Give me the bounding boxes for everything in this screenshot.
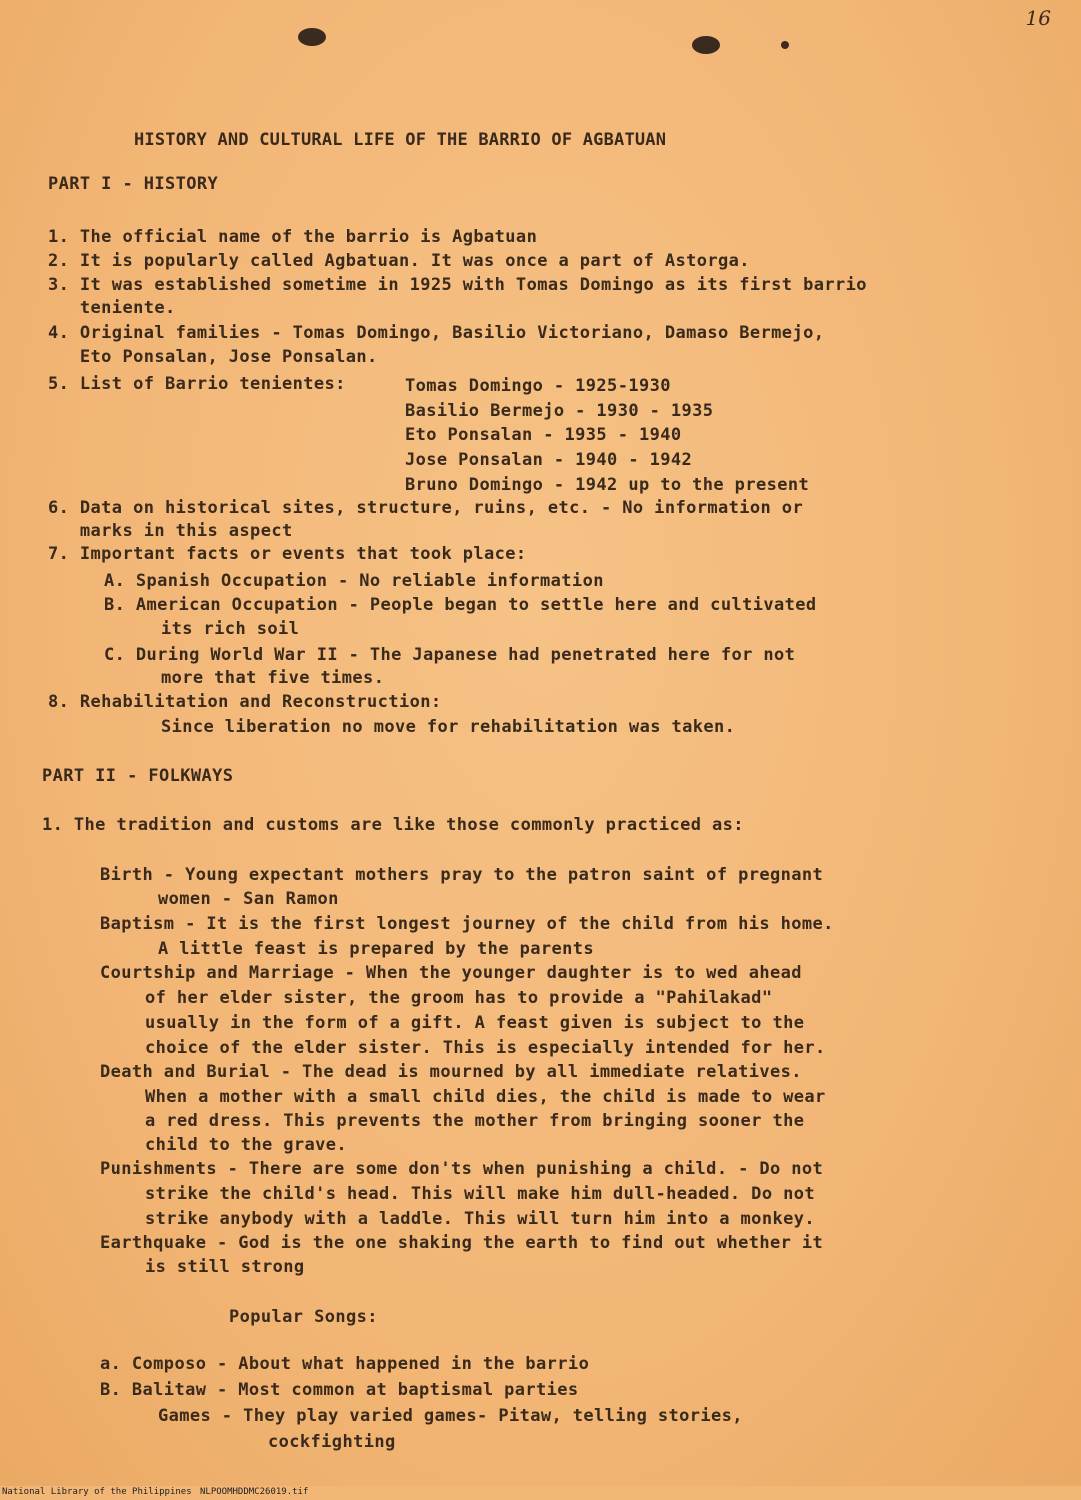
- folkways-line: usually in the form of a gift. A feast given is subject to the: [145, 1013, 805, 1033]
- folkways-line: When a mother with a small child dies, the child is made to wear: [145, 1087, 826, 1107]
- song-item: B. Balitaw - Most common at baptismal parties: [100, 1380, 579, 1400]
- folkways-line: Baptism - It is the first longest journey of the child from his home.: [100, 914, 834, 934]
- history-line: 5. List of Barrio tenientes:: [48, 374, 346, 394]
- games-line: Games - They play varied games- Pitaw, telling stories,: [158, 1406, 743, 1426]
- part2-heading: PART II - FOLKWAYS: [42, 766, 234, 786]
- history-line: 8. Rehabilitation and Reconstruction:: [48, 692, 442, 712]
- folkways-line: child to the grave.: [145, 1135, 348, 1155]
- folkways-line: strike the child's head. This will make him dull-headed. Do not: [145, 1184, 815, 1204]
- history-subitem: A. Spanish Occupation - No reliable information: [104, 571, 604, 591]
- folkways-line: Courtship and Marriage - When the younger daughter is to wed ahead: [100, 963, 802, 983]
- folkways-line: Punishments - There are some don'ts when punishing a child. - Do not: [100, 1159, 824, 1179]
- folkways-line: Birth - Young expectant mothers pray to the patron saint of pregnant: [100, 865, 824, 885]
- popular-songs-heading: Popular Songs:: [229, 1307, 378, 1327]
- history-line: 7. Important facts or events that took place:: [48, 544, 527, 564]
- scan-footer: [0, 1486, 1081, 1500]
- history-line: Eto Ponsalan, Jose Ponsalan.: [48, 347, 378, 367]
- punch-hole-right: [692, 36, 720, 54]
- games-line: cockfighting: [268, 1432, 396, 1452]
- page-number: 16: [1025, 6, 1051, 30]
- history-line: marks in this aspect: [48, 521, 293, 541]
- part1-heading: PART I - HISTORY: [48, 174, 219, 194]
- teniente-entry: Eto Ponsalan - 1935 - 1940: [405, 425, 682, 445]
- footer-filename: NLPOOMHDDMC26019.tif: [200, 1487, 309, 1497]
- punch-hole-left: [298, 28, 326, 46]
- history-subitem: its rich soil: [161, 619, 300, 639]
- history-line: teniente.: [48, 298, 176, 318]
- history-line: 4. Original families - Tomas Domingo, Basilio Victoriano, Damaso Bermejo,: [48, 323, 825, 343]
- folkways-line: 1. The tradition and customs are like those commonly practiced as:: [42, 815, 744, 835]
- history-line: 2. It is popularly called Agbatuan. It was once a part of Astorga.: [48, 251, 750, 271]
- teniente-entry: Bruno Domingo - 1942 up to the present: [405, 475, 810, 495]
- history-line: 6. Data on historical sites, structure, ruins, etc. - No information or: [48, 498, 804, 518]
- history-subitem: C. During World War II - The Japanese had penetrated here for not: [104, 645, 796, 665]
- folkways-line: Earthquake - God is the one shaking the earth to find out whether it: [100, 1233, 824, 1253]
- footer-library: National Library of the Philippines: [2, 1487, 192, 1497]
- folkways-line: strike anybody with a laddle. This will turn him into a monkey.: [145, 1209, 815, 1229]
- history-line: 1. The official name of the barrio is Agbatuan: [48, 227, 538, 247]
- folkways-line: A little feast is prepared by the parents: [158, 939, 595, 959]
- history-line: 3. It was established sometime in 1925 with Tomas Domingo as its first barrio: [48, 275, 867, 295]
- teniente-entry: Tomas Domingo - 1925-1930: [405, 376, 671, 396]
- history-subitem: B. American Occupation - People began to settle here and cultivated: [104, 595, 817, 615]
- folkways-line: women - San Ramon: [158, 889, 339, 909]
- teniente-entry: Basilio Bermejo - 1930 - 1935: [405, 401, 714, 421]
- folkways-line: of her elder sister, the groom has to provide a "Pahilakad": [145, 988, 773, 1008]
- teniente-entry: Jose Ponsalan - 1940 - 1942: [405, 450, 693, 470]
- document-title: HISTORY AND CULTURAL LIFE OF THE BARRIO OF AGBATUAN: [134, 130, 667, 150]
- folkways-line: choice of the elder sister. This is especially intended for her.: [145, 1038, 826, 1058]
- history-subitem: more that five times.: [161, 668, 385, 688]
- history-subitem: Since liberation no move for rehabilitation was taken.: [161, 717, 736, 737]
- ink-dot: [781, 41, 789, 49]
- folkways-line: is still strong: [145, 1257, 305, 1277]
- folkways-line: Death and Burial - The dead is mourned by all immediate relatives.: [100, 1062, 802, 1082]
- folkways-line: a red dress. This prevents the mother from bringing sooner the: [145, 1111, 805, 1131]
- song-item: a. Composo - About what happened in the barrio: [100, 1354, 590, 1374]
